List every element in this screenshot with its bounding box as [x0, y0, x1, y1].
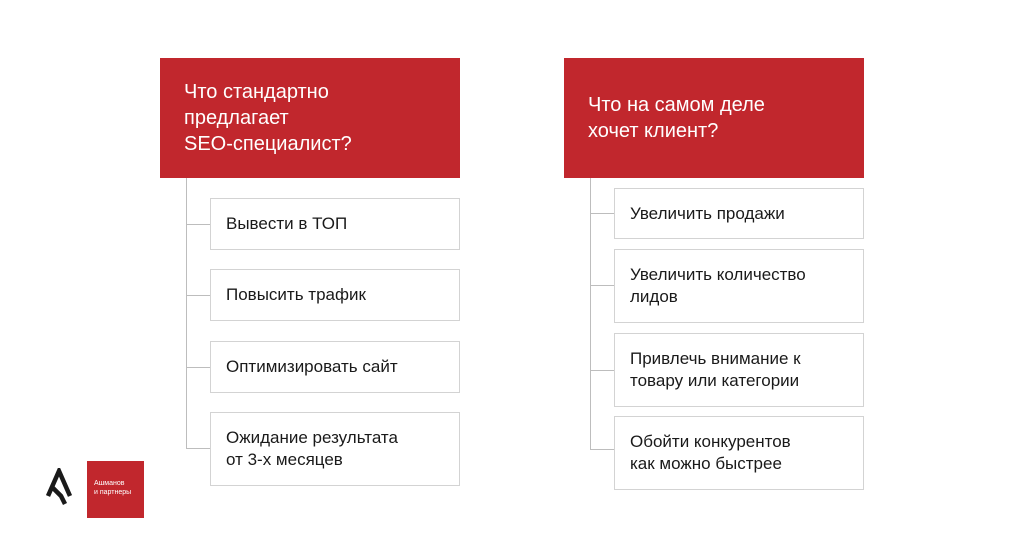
left-item-top: Вывести в ТОП	[210, 198, 460, 250]
right-connector-branch	[590, 370, 614, 371]
left-connector-branch	[186, 224, 210, 225]
right-item-leads: Увеличить количество лидов	[614, 249, 864, 323]
left-connector-branch	[186, 367, 210, 368]
left-connector-branch	[186, 295, 210, 296]
right-connector-branch	[590, 285, 614, 286]
right-item-competitors: Обойти конкурентов как можно быстрее	[614, 416, 864, 490]
left-header: Что стандартно предлагает SEO-специалист?	[160, 58, 460, 178]
left-item-optimize: Оптимизировать сайт	[210, 341, 460, 393]
left-item-wait: Ожидание результата от 3-х месяцев	[210, 412, 460, 486]
right-connector-branch	[590, 449, 614, 450]
brand-logo-box: Ашманов и партнеры	[87, 461, 144, 518]
arrow-cursor-logo-icon	[46, 468, 72, 506]
right-connector-trunk	[590, 178, 591, 449]
left-connector-trunk	[186, 178, 187, 448]
left-connector-branch	[186, 448, 210, 449]
right-item-attention: Привлечь внимание к товару или категории	[614, 333, 864, 407]
left-item-traffic: Повысить трафик	[210, 269, 460, 321]
right-item-sales: Увеличить продажи	[614, 188, 864, 239]
right-header: Что на самом деле хочет клиент?	[564, 58, 864, 178]
right-connector-branch	[590, 213, 614, 214]
